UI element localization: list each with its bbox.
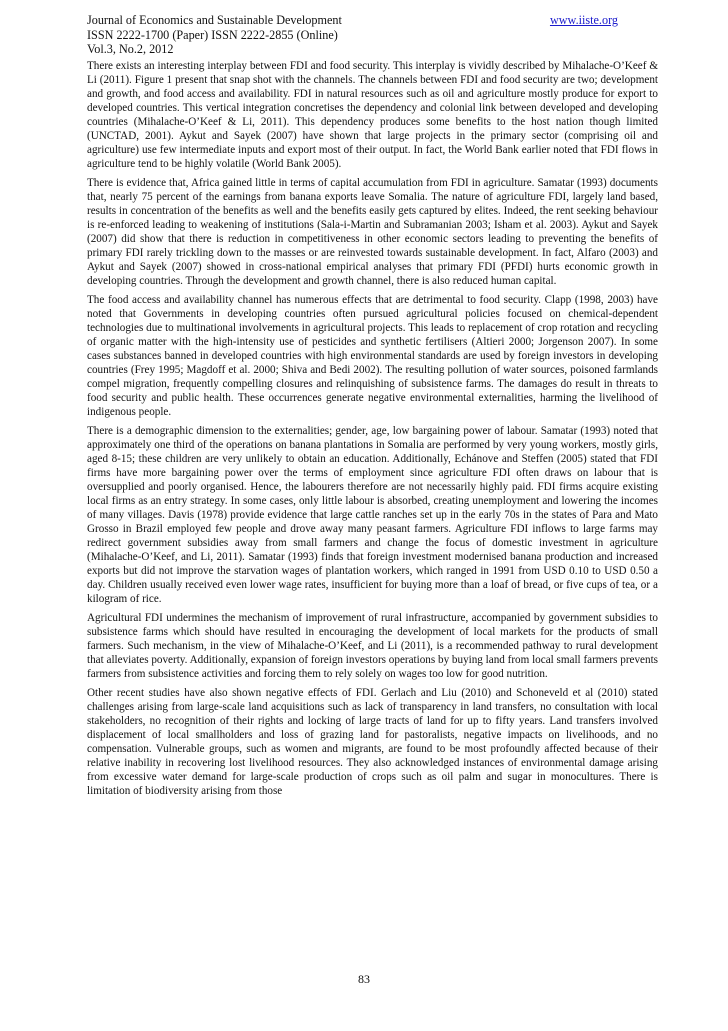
paragraph-6: Other recent studies have also shown negative effects of FDI. Gerlach and Liu (2010) and Schoneveld et al (2010) stated challenges arising from large-scale land acquisitions such as lack of transparency in land transfers, no consultation with local stakeholders, no recognition of their rights and locking of large tracts of land for up to fifty years. Land transfers involved displacement of local smallholders and loss of grazing land for pastoralists, negative impacts on livelihoods, and no compensation. Vulnerable groups, such as women and migrants, are found to be most profoundly affected because of their relative inability in recovering lost livelihood resources. They also acknowledged instances of environmental damage arising from excessive water demand for large-scale production of crops such as oil palm and sugar in monocultures. There is limitation of biodiversity arising from those <box>87 686 658 797</box>
paragraph-2: There is evidence that, Africa gained little in terms of capital accumulation from FDI in agriculture. Samatar (1993) documents that, nearly 75 percent of the earnings from banana exports leave Somalia. The nature of agriculture FDI, largely land based, results in concentration of the benefits as well and the benefits easily gets captured by elites. Indeed, the rent seeking behaviour is re-enforced leading to weakening of institutions (Sala-i-Martin and Subramanian 2003; Isham et al. 2003). Aykut and Sayek (2007) did show that there is reduction in competitiveness in other economic sectors leading to preventing the benefits of primary FDI rarely trickling down to the masses or are reinvested towards sustainable development. In fact, Alfaro (2003) and Aykut and Sayek (2007) showed in cross-national empirical analyses that primary FDI (PFDI) hurts economic growth in developing countries. Through the development and growth channel, there is also reduced human capital. <box>87 176 658 287</box>
article-body <box>87 59 658 798</box>
journal-header <box>87 13 658 57</box>
paragraph-4: There is a demographic dimension to the externalities; gender, age, low bargaining power of labour. Samatar (1993) noted that approximately one third of the operations on banana plantations in Somalia are performed by very young workers, mostly girls, aged 8-15; these children are very unlikely to obtain an education. Additionally, Echánove and Steffen (2005) stated that FDI firms have more bargaining power over the terms of employment since agriculture FDI often draws on labour that is oversupplied and poorly organised. Hence, the labourers therefore are not necessarily highly paid. FDI firms acquire existing local firms as an entry strategy. In some cases, only little labour is absorbed, creating unemployment and lowering the incomes of many villages. Davis (1978) provide evidence that large cattle ranches set up in the early 70s in the states of Para and Mato Grosso in Brazil employed few people and drove away many peasant farmers. Agriculture FDI inflows to large farms may redirect government subsidies away from small farmers and change the focus of domestic investment in agriculture (Mihalache-O’Keef, and Li, 2011). Samatar (1993) finds that foreign investment modernised banana production and increased exports but did not improve the starvation wages of plantation workers, which ranged in 1991 from USD 0.10 to USD 0.50 a day. Children usually received even lower wage rates, insufficient for buying more than a loaf of bread, or five cups of tea, or a kilogram of rice. <box>87 424 658 605</box>
journal-url-link[interactable]: www.iiste.org <box>549 13 618 27</box>
paragraph-5: Agricultural FDI undermines the mechanism of improvement of rural infrastructure, accompanied by government subsidies to subsistence farms which should have resulted in encouraging the development of local markets for the products of small farmers. Such mechanism, in the view of Mihalache-O’Keef, and Li (2011), is a recommended pathway to rural development that alleviates poverty. Additionally, expansion of foreign investors operations by buying land from local small farmers prevents farmers from subsistence activities and forcing them to rely solely on wages too low for good nutrition. <box>87 611 658 680</box>
header-row <box>87 13 658 28</box>
issn-line: ISSN 2222-1700 (Paper) ISSN 2222-2855 (Online) <box>87 27 338 42</box>
journal-title: Journal of Economics and Sustainable Development <box>87 13 342 27</box>
paragraph-3: The food access and availability channel has numerous effects that are detrimental to food security. Clapp (1998, 2003) have noted that Governments in developing countries often pursued agricultural policies focused on chemical-dependent technologies due to multinational involvements in agricultural projects. This leads to replacement of crop rotation and recycling of organic matter with the high-intensity use of pesticides and synthetic fertilisers (Altieri 2000; Jorgenson 2007). In some cases substances banned in developed countries with high environmental standards are used by foreign investors in developing countries (Frey 1995; Magdoff et al. 2000; Shiva and Bedi 2002). The resulting pollution of water sources, poisoned farmlands compel migration, frequently compelling closures and relinquishing of subsistence farms. The damages do result in threats to food security and public health. These occurrences generate negative environmental externalities, harming the livelihood of indigenous people. <box>87 293 658 418</box>
volume-line: Vol.3, No.2, 2012 <box>87 42 174 56</box>
paragraph-1: There exists an interesting interplay between FDI and food security. This interplay is vividly described by Mihalache-O’Keef & Li (2011). Figure 1 present that snap shot with the channels. The channels between FDI and food security are two; development and growth, and food access and availability. FDI in natural resources such as oil and agriculture mostly produce for export to developed countries. This vertical integration concretises the dependency and colonial link between developed and developing countries (Mihalache-O’Keef & Li, 2011). This dependency produces some benefits to the host nation though limited (UNCTAD, 2001). Aykut and Sayek (2007) have shown that large projects in the primary sector (comprising oil and agriculture) use few intermediate inputs and export most of their output. In fact, the World Bank earlier noted that FDI flows in agriculture tend to be highly volatile (World Bank 2005). <box>87 59 658 170</box>
page <box>87 13 658 803</box>
page-number: 83 <box>358 972 370 986</box>
